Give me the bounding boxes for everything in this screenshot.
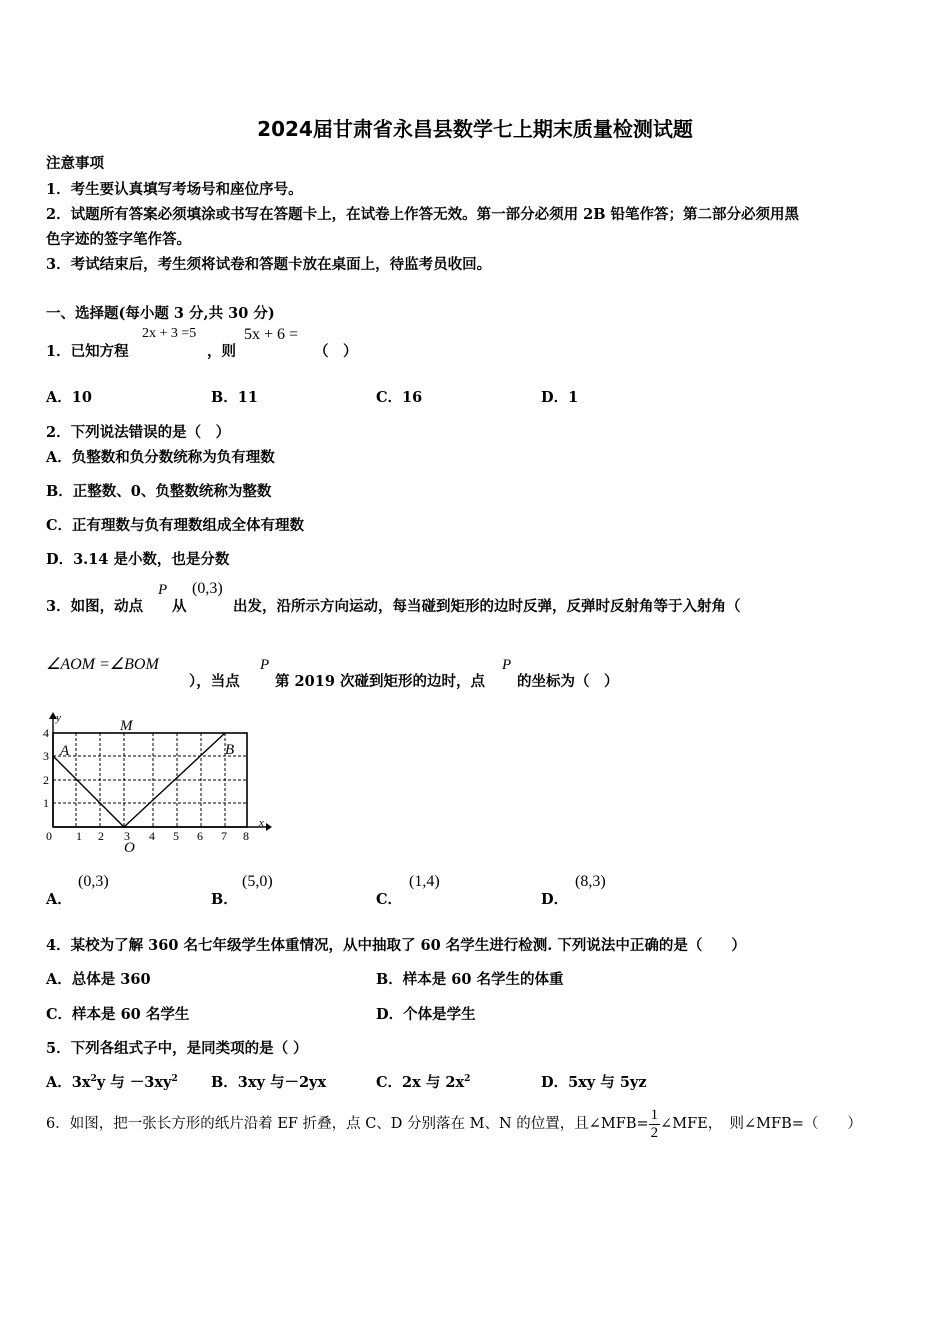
q3-from: 从 (172, 598, 187, 615)
q3-part4: 第 2019 次碰到矩形的边时，点 (275, 673, 485, 690)
q5-option-b: B．3xy 与－2yx (211, 1074, 327, 1091)
q5-option-a: A．$3x^2y$ 与 $-3xy^2$ (46, 1074, 178, 1091)
y-tick: 3 (43, 749, 49, 763)
q2-option-c: C．正有理数与负有理数组成全体有理数 (46, 517, 305, 534)
q2-option-a: A．负整数和负分数统称为负有理数 (46, 449, 275, 466)
y-tick: 1 (43, 796, 49, 810)
q6-tail: ∠MFE， 则∠MFB=（ ） (660, 1116, 862, 1132)
q3-start-point: (0,3) (192, 580, 223, 597)
q3-option-b-value: (5,0) (242, 873, 273, 890)
q5-option-c: C．2x 与 $2x^2$ (376, 1074, 471, 1091)
section-heading: 一、选择题(每小题 3 分,共 30 分) (46, 305, 275, 322)
x-tick: 7 (221, 829, 227, 843)
y-tick-labels (43, 726, 49, 810)
x-tick-labels (46, 829, 249, 843)
x-axis-label: x (259, 817, 264, 829)
q3-graph (40, 710, 275, 860)
point-a-label: A (60, 743, 70, 759)
q1-option-a: A．10 (46, 389, 92, 406)
point-m-label: M (120, 718, 133, 734)
q3-option-c-value: (1,4) (409, 873, 440, 890)
q3-part2: 出发，沿所示方向运动，每当碰到矩形的边时反弹，反弹时反射角等于入射角（ (233, 598, 741, 615)
q2-stem: 2．下列说法错误的是（ ） (46, 424, 231, 441)
q1-expression: 5x + 6 = (244, 326, 299, 343)
q6-fraction: $\frac{1}{2}$ (650, 1106, 659, 1141)
q3-point-p: P (502, 657, 512, 673)
q3-angle-condition: ∠AOM =∠BOM (46, 656, 159, 673)
q2-option-d: D．3.14 是小数，也是分数 (46, 551, 230, 568)
q6-stem-line (46, 1104, 862, 1144)
x-tick: 2 (98, 829, 104, 843)
q5-stem: 5．下列各组式子中，是同类项的是（ ） (46, 1040, 308, 1057)
q3-option-d-label: D． (541, 891, 569, 908)
x-axis-arrow (266, 823, 272, 831)
y-axis-label: y (56, 712, 61, 724)
x-tick: 3 (124, 829, 130, 843)
notice-item: 色字迹的签字笔作答。 (46, 231, 191, 248)
x-tick: 1 (76, 829, 82, 843)
q3-option-a-label: A． (46, 891, 72, 908)
q1-equation: 2x + 3 =5 (142, 326, 197, 341)
q3-point-p: P (158, 582, 168, 598)
q2-option-b: B．正整数、0、负整数统称为整数 (46, 483, 272, 500)
q4-option-a: A．总体是 360 (46, 971, 151, 988)
x-tick: 5 (173, 829, 179, 843)
q4-option-c: C．样本是 60 名学生 (46, 1006, 190, 1023)
q3-part1: 3．如图，动点 (46, 598, 144, 615)
q5-option-d: D．5xy 与 5yz (541, 1074, 647, 1091)
q1-mid: ，则 (207, 343, 236, 360)
q1-option-b: B．11 (211, 389, 258, 406)
y-tick: 4 (43, 726, 49, 740)
q3-point-p: P (260, 657, 270, 673)
x-tick: 0 (46, 829, 52, 843)
point-o-label: O (124, 840, 135, 856)
x-tick: 8 (243, 829, 249, 843)
q3-option-c-label: C． (376, 891, 403, 908)
q1-suffix: （ ） (314, 343, 358, 360)
q3-option-d-value: (8,3) (575, 873, 606, 890)
q4-option-b: B．样本是 60 名学生的体重 (376, 971, 564, 988)
notice-heading: 注意事项 (46, 155, 104, 172)
q3-option-a-value: (0,3) (78, 873, 109, 890)
q1-option-d: D．1 (541, 389, 579, 406)
x-tick: 6 (197, 829, 203, 843)
notice-item: 2．试题所有答案必须填涂或书写在答题卡上，在试卷上作答无效。第一部分必须用 2B 铅笔作答；第二部分必须用黑 (46, 206, 800, 223)
x-tick: 4 (149, 829, 155, 843)
q1-prefix: 1．已知方程 (46, 343, 129, 360)
q3-part5: 的坐标为（ ） (517, 673, 619, 690)
q4-option-d: D．个体是学生 (376, 1006, 476, 1023)
point-b-label: B (225, 742, 235, 758)
q4-stem: 4．某校为了解 360 名七年级学生体重情况，从中抽取了 60 名学生进行检测. 下列说法中正确的是（ ） (46, 937, 746, 954)
notice-item: 1．考生要认真填写考场号和座位序号。 (46, 181, 303, 198)
page-title: 2024届甘肃省永昌县数学七上期末质量检测试题 (257, 117, 693, 141)
y-tick: 2 (43, 773, 49, 787)
q6-stem: 6．如图，把一张长方形的纸片沿着 EF 折叠，点 C、D 分别落在 M、N 的位置，且∠MFB= (46, 1116, 649, 1132)
q3-option-b-label: B． (211, 891, 238, 908)
q1-option-c: C．16 (376, 389, 423, 406)
notice-item: 3．考试结束后，考生须将试卷和答题卡放在桌面上，待监考员收回。 (46, 256, 492, 273)
grid-lines (53, 733, 247, 827)
q3-part3: ），当点 (189, 673, 240, 690)
